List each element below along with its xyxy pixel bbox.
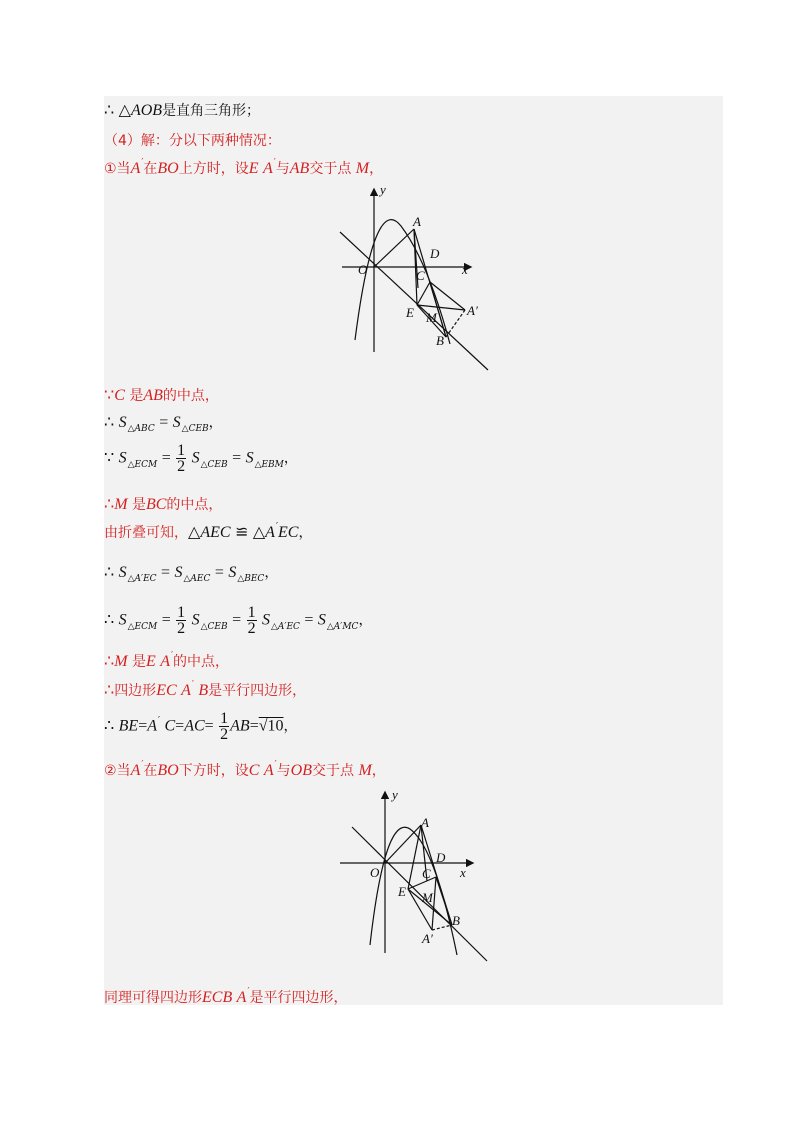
prime-mark: ′	[273, 158, 276, 168]
math-s: S	[118, 564, 127, 581]
fraction-one-half	[176, 605, 186, 636]
text-in: 在	[143, 763, 158, 779]
therefore-symbol: ∴	[104, 496, 115, 513]
label-y: y	[392, 787, 398, 802]
therefore-symbol: ∴	[104, 717, 115, 735]
math-s: S	[245, 449, 254, 467]
triangle-symbol: △	[188, 524, 201, 541]
line-part4-heading	[104, 130, 281, 150]
math-a: A	[265, 524, 275, 541]
therefore-symbol: ∴	[104, 564, 115, 581]
prime-mark: ′	[141, 158, 144, 168]
line-parallelogram1	[104, 680, 306, 700]
comma: ，	[298, 525, 313, 541]
line-ob	[340, 232, 488, 370]
label-e: E	[406, 305, 414, 320]
text-meet: 交于点	[309, 161, 352, 177]
text-below: 下方时，设	[178, 763, 249, 779]
equals-sign: =	[249, 717, 259, 735]
line-m-midpoint-bc	[104, 494, 222, 514]
line-be-length	[104, 711, 298, 742]
text-above: 上方时，设	[178, 161, 249, 177]
figure-case1	[330, 182, 500, 377]
math-m: M	[358, 762, 372, 779]
text-in: 在	[143, 161, 158, 177]
subscript: △BEC	[237, 574, 265, 584]
fraction-one-half	[176, 443, 186, 474]
parabola	[370, 827, 457, 955]
text-is-parallelogram: 是平行四边形，	[208, 683, 307, 699]
text-right-triangle: 是直角三角形；	[162, 103, 261, 119]
comma: ，	[264, 565, 279, 581]
label-c: C	[416, 268, 425, 283]
fraction-one-half	[247, 605, 257, 636]
prime-mark: ′	[274, 760, 277, 770]
label-m: M	[422, 890, 433, 905]
label-a: A	[413, 214, 421, 229]
line-area-aec-bec	[104, 562, 278, 584]
sqrt-ten: √10	[258, 717, 284, 735]
therefore-symbol: ∴	[104, 653, 115, 670]
text-midpoint: 的中点，	[173, 654, 230, 670]
text-midpoint: 的中点，	[162, 388, 219, 404]
fraction-denominator: 2	[247, 620, 256, 637]
segment-ec	[417, 282, 430, 305]
prime-mark: ′	[141, 760, 144, 770]
part4-heading-text: （4）解：分以下两种情况：	[104, 133, 281, 149]
equals-sign: =	[175, 717, 185, 735]
math-ec: EC	[277, 524, 299, 541]
line-area-chain	[104, 605, 372, 636]
math-ac: AC	[184, 717, 205, 735]
because-symbol: ∵	[104, 449, 115, 467]
math-a: A	[263, 762, 274, 779]
math-m: M	[114, 653, 128, 670]
math-c: C	[164, 717, 176, 735]
equals-sign: =	[204, 717, 214, 735]
triangle-symbol: △	[118, 102, 131, 119]
label-o: O	[358, 262, 368, 277]
math-bo: BO	[157, 762, 179, 779]
case2-label: ②当	[104, 763, 131, 779]
line-ob	[352, 827, 487, 961]
math-c: C	[114, 387, 125, 404]
subscript: △AEC	[183, 574, 211, 584]
prime-mark: ′	[170, 651, 174, 661]
math-a: A	[181, 682, 191, 699]
therefore-symbol: ∴	[104, 414, 115, 431]
math-s: S	[228, 564, 237, 581]
text-and: 与	[276, 763, 291, 779]
segment-oa	[374, 229, 414, 267]
text-is: 是	[131, 654, 146, 670]
subscript: △A′EC	[127, 574, 157, 584]
comma: ，	[208, 415, 223, 431]
math-a: A	[147, 717, 157, 735]
triangle-symbol: △	[252, 524, 266, 541]
subscript: △ECM	[127, 459, 158, 470]
math-a: A	[130, 762, 141, 779]
fraction-one-half	[219, 711, 229, 742]
math-s: S	[191, 449, 200, 467]
comma: ，	[369, 161, 384, 177]
math-s: S	[191, 611, 200, 629]
math-s: S	[174, 564, 183, 581]
equals-sign: =	[232, 611, 242, 629]
subscript: △CEB	[200, 621, 228, 632]
text-and: 与	[275, 161, 290, 177]
line-parallelogram2	[104, 987, 348, 1007]
label-m: M	[426, 310, 437, 325]
line-m-midpoint-ea	[104, 651, 229, 671]
math-aob: AOB	[130, 102, 163, 119]
math-c: C	[248, 762, 260, 779]
equals-sign: =	[159, 414, 169, 431]
therefore-symbol: ∴	[104, 682, 115, 699]
comma: ，	[358, 612, 373, 629]
case1-label: ①当	[104, 161, 131, 177]
math-s: S	[118, 611, 127, 629]
comma: ，	[283, 718, 298, 735]
math-m: M	[355, 160, 370, 177]
math-m: M	[114, 496, 128, 513]
label-a: A	[421, 815, 429, 830]
therefore-symbol: ∴	[104, 102, 115, 119]
label-d: D	[430, 246, 440, 261]
label-y: y	[380, 182, 386, 197]
math-aec: AEC	[200, 524, 231, 541]
label-x: x	[460, 865, 466, 880]
math-s: S	[317, 611, 326, 629]
math-be: BE	[118, 717, 139, 735]
text-by-folding: 由折叠可知，	[104, 525, 188, 541]
label-d: D	[436, 850, 446, 865]
math-a: A	[130, 160, 141, 177]
math-a: A	[160, 653, 170, 670]
equals-sign: =	[161, 611, 171, 629]
subscript: △ECM	[127, 621, 158, 632]
fraction-numerator: 1	[177, 604, 186, 621]
text-meet: 交于点	[312, 763, 354, 779]
comma: ，	[283, 450, 298, 467]
label-c: C	[422, 866, 431, 881]
math-ecb: ECB	[202, 989, 233, 1006]
line-case2	[104, 760, 386, 780]
line-area-abc-ceb	[104, 412, 223, 434]
math-s: S	[172, 414, 181, 431]
equals-sign: =	[232, 449, 242, 467]
label-x: x	[462, 262, 468, 277]
label-e: E	[398, 884, 406, 899]
subscript: △A′EC	[271, 621, 300, 632]
fraction-denominator: 2	[177, 620, 186, 637]
segment-ae	[408, 825, 421, 889]
because-symbol: ∵	[104, 387, 115, 404]
equals-sign: =	[161, 449, 171, 467]
text-quadrilateral: 四边形	[114, 683, 157, 699]
fraction-numerator: 1	[247, 604, 256, 621]
math-s: S	[118, 414, 127, 431]
line-c-midpoint	[104, 385, 219, 405]
label-b: B	[452, 913, 460, 928]
line-area-ecm	[104, 443, 298, 474]
label-o: O	[370, 865, 380, 880]
math-bo: BO	[157, 160, 179, 177]
math-s: S	[262, 611, 271, 629]
math-ec: EC	[156, 682, 177, 699]
text-is: 是	[129, 388, 144, 404]
math-ab: AB	[230, 717, 250, 735]
equals-sign: =	[304, 611, 314, 629]
text-similarly: 同理可得四边形	[104, 990, 202, 1006]
equals-sign: =	[161, 564, 171, 581]
label-a-prime: A′	[422, 931, 433, 946]
math-s: S	[118, 449, 127, 467]
line-case1	[104, 158, 383, 178]
label-a-prime: A′	[467, 303, 478, 318]
prime-mark: ′	[191, 680, 194, 690]
segment-a-prime-b	[432, 925, 452, 930]
text-midpoint: 的中点，	[166, 497, 223, 513]
math-a: A	[262, 160, 273, 177]
label-b: B	[436, 333, 444, 348]
subscript: △A′MC	[326, 621, 359, 632]
prime-mark: ′	[158, 715, 161, 726]
subscript: △CEB	[181, 424, 209, 434]
subscript: △CEB	[200, 459, 228, 470]
prime-mark: ′	[275, 522, 278, 532]
fraction-denominator: 2	[220, 726, 229, 743]
equals-sign: =	[214, 564, 224, 581]
subscript: △ABC	[127, 424, 155, 434]
line-aob-right-triangle	[104, 100, 260, 120]
text-is: 是	[131, 497, 146, 513]
math-e: E	[145, 653, 156, 670]
math-ab: AB	[289, 160, 310, 177]
therefore-symbol: ∴	[104, 611, 115, 629]
segment-ea-prime	[417, 305, 465, 310]
comma: ，	[371, 763, 386, 779]
math-ab: AB	[143, 387, 163, 404]
math-ob: OB	[290, 762, 312, 779]
fraction-numerator: 1	[177, 442, 186, 459]
line-folding-congruence	[104, 522, 312, 542]
math-a: A	[236, 989, 247, 1006]
equals-sign: =	[138, 717, 148, 735]
fraction-denominator: 2	[177, 458, 186, 475]
text-is-parallelogram: 是平行四边形，	[249, 990, 348, 1006]
math-e: E	[248, 160, 259, 177]
fraction-numerator: 1	[220, 710, 229, 727]
figure-case2	[332, 785, 502, 980]
subscript: △EBM	[254, 459, 284, 470]
congruent-symbol: ≌	[234, 524, 249, 541]
math-bc: BC	[145, 496, 167, 513]
math-b: B	[198, 682, 209, 699]
prime-mark: ′	[247, 987, 250, 997]
